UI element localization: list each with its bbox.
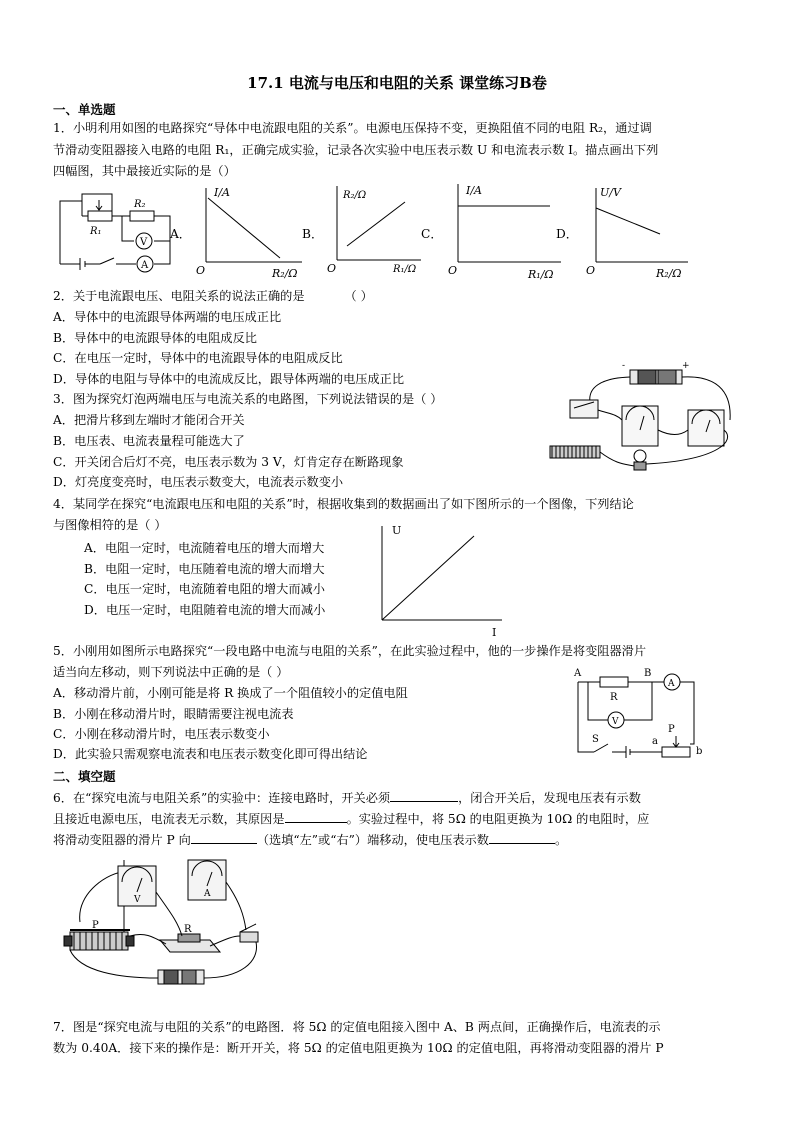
svg-text:+: + [682,361,690,371]
q1-graph-d-xlabel: R₂/Ω [656,267,682,280]
q1-graph-c-xlabel: R₁/Ω [528,268,554,280]
q6-line-1-b: ，闭合开关后，发现电压表有示数 [458,791,641,805]
q5-circuit-diagram [568,664,708,758]
q2-option-c: C．在电压一定时，导体中的电流跟导体的电阻成反比 [53,351,343,365]
q5-voltmeter-label: V [612,717,619,727]
q5-slider-label: P [668,724,675,735]
q3-option-d: D．灯亮度变亮时，电压表示数变大，电流表示数变小 [53,475,344,489]
q5-resistor-label: R [610,692,618,703]
section-heading-fill-blank: 二、填空题 [53,769,116,784]
q1-graph-b-origin: O [327,262,337,275]
q1-ammeter-label: A [141,260,149,271]
q6-line-3 [53,831,567,848]
q6-line-3-a: 将滑动变阻器的滑片 P 向 [53,833,191,847]
q4-stem-line-1: 4．某同学在探究“电流跟电压和电阻的关系”时，根据收集到的数据画出了如下图所示的一个图像，下列结论 [53,497,634,511]
q1-graph-b [325,180,430,280]
q6-slider-label: P [92,920,99,931]
q1-graph-d-origin: O [586,264,596,277]
page-title: 17.1 电流与电压和电阻的关系 课堂练习B卷 [247,74,547,92]
q2-stem-text: 2．关于电流跟电压、电阻关系的说法正确的是 [53,289,305,303]
q1-graph-c [446,180,566,280]
q1-voltmeter-label: V [140,237,148,248]
q5-point-b-label: B [644,668,652,679]
q3-apparatus-picture [540,360,740,475]
q1-r2-label: R₂ [134,199,146,210]
q5-option-d: D．此实验只需观察电流表和电压表示数变化即可得出结论 [53,747,368,761]
q4-option-d: D．电压一定时，电阻随着电流的增大而减小 [84,603,326,617]
q4-stem-line-2: 与图像相符的是（ ） [53,518,167,532]
q6-blank-3[interactable] [191,831,257,844]
q5-option-b: B．小刚在移动滑片时，眼睛需要注视电流表 [53,707,294,721]
section-heading-single-choice: 一、单选题 [53,102,116,117]
q4-graph-xlabel: I [492,626,497,639]
q6-blank-2[interactable] [285,810,347,823]
q1-stem-line-1: 1．小明利用如图的电路探究“导体中电流跟电阻的关系”。电源电压保持不变，更换阻值不同的电阻 R₂，通过调 [53,121,652,135]
q6-line-1 [53,789,641,806]
q6-apparatus-picture [60,852,280,997]
q5-switch-label: S [592,734,599,745]
q5-stem-line-1: 5．小刚用如图所示电路探究“一段电路中电流与电阻的关系”，在此实验过程中，他的一步操作是将变阻器滑片 [53,644,647,658]
q2-option-b: B．导体中的电流跟导体的电阻成反比 [53,331,257,345]
q1-graph-c-ylabel: I/A [466,184,482,197]
q1-stem-line-2: 节滑动变阻器接入电路的电阻 R₁，正确完成实验，记录各次实验中电压表示数 U 和电流表示数 I。描点画出下列 [53,143,659,157]
q4-option-c: C．电压一定时，电流随着电阻的增大而减小 [84,582,325,596]
q1-graph-b-xlabel: R₁/Ω [393,264,417,275]
q1-graph-d-ylabel: U/V [600,186,621,199]
q6-resistor-label: R [184,924,192,935]
q5-option-c: C．小刚在移动滑片时，电压表示数变小 [53,727,270,741]
q1-graph-c-origin: O [448,264,458,277]
q6-line-2-a: 且接近电源电压，电流表无示数，其原因是 [53,812,285,826]
q6-line-3-b: （选填“左”或“右”）端移动，使电压表示数 [256,833,489,847]
q1-graph-a-xlabel: R₂/Ω [272,267,298,280]
q2-option-a: A．导体中的电流跟导体两端的电压成正比 [53,310,282,324]
q1-option-a: A． [170,227,191,241]
q1-graph-a [192,180,307,280]
q1-circuit-diagram [52,186,180,276]
q6-line-1-a: 6．在“探究电流与电阻关系”的实验中：连接电路时，开关必须 [53,791,391,805]
q3-option-a: A．把滑片移到左端时才能闭合开关 [53,413,245,427]
q2-stem [53,288,373,304]
q4-option-b: B．电阻一定时，电压随着电流的增大而增大 [84,562,325,576]
q1-graph-d [584,180,694,280]
q6-blank-4[interactable] [489,831,555,844]
q3-option-c: C．开关闭合后灯不亮，电压表示数为 3 V，灯肯定存在断路现象 [53,455,404,469]
q1-r1-label: R₁ [90,226,102,237]
q3-option-b: B．电压表、电流表量程可能选大了 [53,434,245,448]
q1-graph-b-ylabel: R₂/Ω [343,190,367,201]
svg-text:-: - [622,361,626,371]
q6-line-2 [53,810,649,827]
q1-graph-a-ylabel: I/A [214,186,230,199]
q6-blank-1[interactable] [390,789,458,802]
q2-option-d: D．导体的电阻与导体中的电流成反比，跟导体两端的电压成正比 [53,372,405,386]
q6-line-3-c: 。 [554,833,568,847]
q1-stem-line-3: 四幅图，其中最接近实际的是（） [53,164,236,178]
q6-line-2-b: 。实验过程中，将 5Ω 的电阻更换为 10Ω 的电阻时，应 [346,812,650,826]
q5-stem-line-2: 适当向左移动，则下列说法中正确的是（ ） [53,665,289,679]
q6-voltmeter-label: V [134,895,141,905]
q5-point-a-label: A [574,668,582,679]
q1-option-c: C． [421,227,443,241]
q1-option-d: D． [556,227,578,241]
q5-end-a-label: a [652,736,658,747]
q1-option-b: B． [302,227,324,241]
q4-graph [370,520,510,640]
q5-end-b-label: b [696,746,703,757]
q1-graph-a-origin: O [196,264,206,277]
q5-ammeter-label: A [668,679,675,689]
q4-graph-ylabel: U [392,524,402,537]
q4-option-a: A．电阻一定时，电流随着电压的增大而增大 [84,541,325,555]
q6-ammeter-label: A [204,889,211,899]
q7-line-2: 数为 0.40A．接下来的操作是：断开开关，将 5Ω 的定值电阻更换为 10Ω 的定值电阻，再将滑动变阻器的滑片 P [53,1041,664,1055]
q2-answer-paren: （ ） [344,289,373,303]
q3-stem: 3．图为探究灯泡两端电压与电流关系的电路图，下列说法错误的是（ ） [53,392,443,406]
q7-line-1: 7．图是“探究电流与电阻的关系”的电路图．将 5Ω 的定值电阻接入图中 A、B 两点间，正确操作后，电流表的示 [53,1020,661,1034]
q5-option-a: A．移动滑片前，小刚可能是将 R 换成了一个阻值较小的定值电阻 [53,686,408,700]
